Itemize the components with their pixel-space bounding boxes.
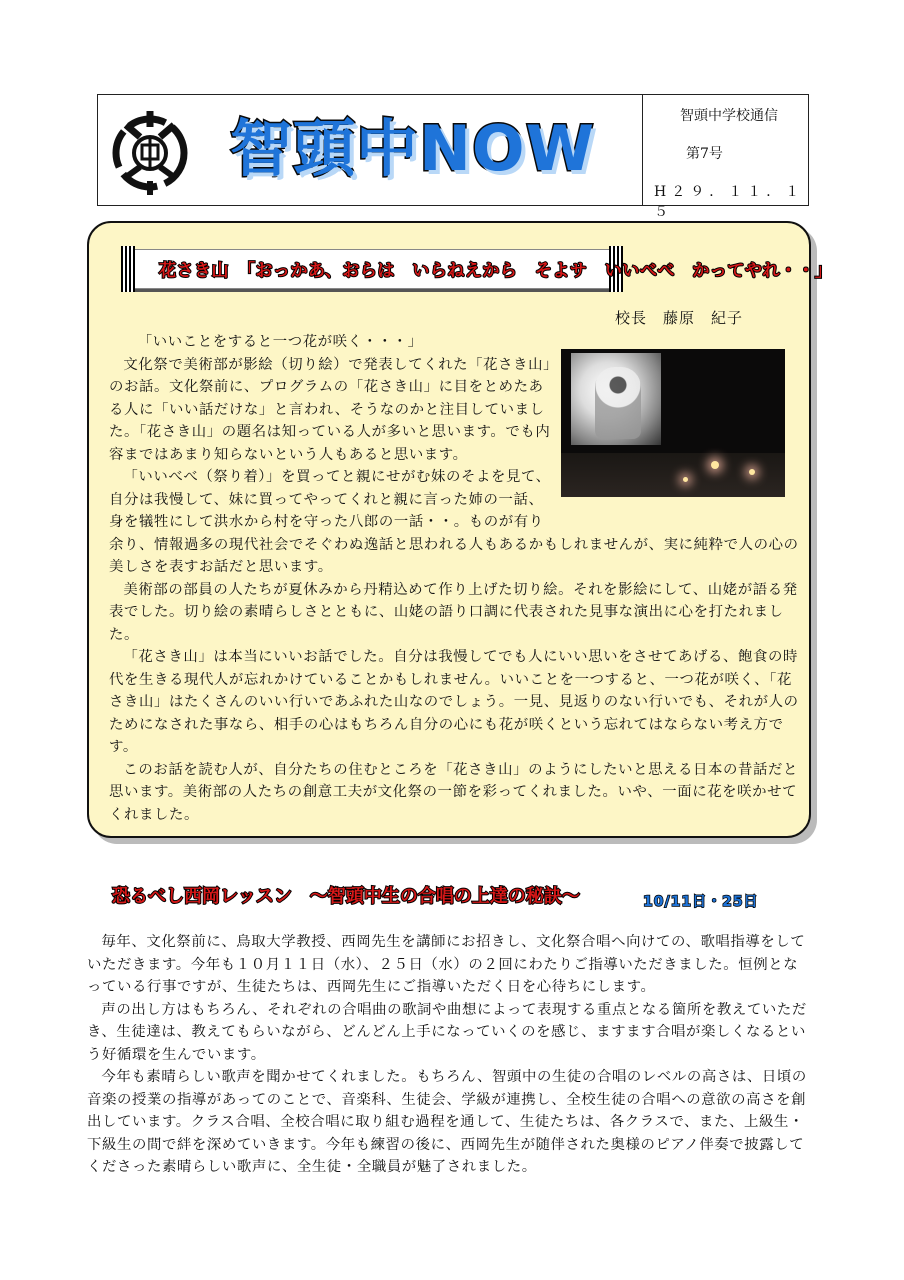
newsletter-header bbox=[97, 94, 809, 220]
feature-body bbox=[109, 331, 803, 826]
school-emblem-icon bbox=[106, 107, 194, 195]
feature-paragraph: 「いいことをすると一つ花が咲く・・・」 bbox=[137, 334, 423, 350]
lesson-body bbox=[87, 931, 807, 1179]
feature-paragraph: このお話を読む人が、自分たちの住むところを「花さき山」のようにしたいと思える日本の昔話だと思います。美術部の人たちの創意工夫が文化祭の一節を彩ってくれました。いや、一面に花を咲かせてくれました。 bbox=[109, 761, 798, 823]
issue-info bbox=[646, 95, 808, 220]
issue-date: H２９．１１．１５ bbox=[654, 184, 805, 220]
lesson-paragraph: 声の出し方はもちろん、それぞれの合唱曲の歌詞や曲想によって表現する重点となる箇所を教えていただき、生徒達は、教えてもらいながら、どんどん上手になっていくのを感じ、ますます合唱が楽しくなるという好循環を生んでいます。 bbox=[87, 1001, 807, 1063]
photo-spacer bbox=[555, 354, 803, 522]
lesson-title: 恐るべし西岡レッスン ～智頭中生の合唱の上達の秘訣～ bbox=[112, 886, 580, 907]
masthead-cell bbox=[98, 95, 643, 205]
feature-panel bbox=[87, 221, 833, 838]
banner-edge-left bbox=[121, 246, 135, 292]
feature-paragraph: 美術部の部員の人たちが夏休みから丹精込めて作り上げた切り絵。それを影絵にして、山姥が語る発表でした。切り絵の素晴らしさとともに、山姥の語り口調に代表された見事な演出に心を打たれました。 bbox=[109, 581, 798, 643]
issue-number: 第7号 bbox=[686, 146, 723, 162]
masthead-title: 智頭中NOW bbox=[230, 112, 595, 185]
lesson-paragraph: 今年も素晴らしい歌声を聞かせてくれました。もちろん、智頭中の生徒の合唱のレベルの高さは、日頃の音楽の授業の指導があってのことで、音楽科、生徒会、学級が連携し、全校生徒の合唱への意欲の高さを創出しています。クラス合唱、全校合唱に取り組む過程を通して、生徒たちは、各クラスで、また、上級生・下級生の間で絆を深めていきます。今年も練習の後に、西岡先生が随伴された奥様のピアノ伴奏で披露してくださった素晴らしい歌声に、全生徒・全職員が魅了されました。 bbox=[87, 1069, 807, 1175]
feature-paragraph: 「花さき山」は本当にいいお話でした。自分は我慢してでも人にいい思いをさせてあげる、飽食の時代を生きる現代人が忘れかけていることかもしれません。いいことを一つすると、一つ花が咲く、「花さき山」はたくさんのいい行いであふれた山なのでしょう。一見、見返りのない行いでも、それが人のためになされた事なら、相手の心はもちろん自分の心にも花が咲くという忘れてはならない考え方です。 bbox=[109, 649, 799, 755]
feature-title: 花さき山 「おっかあ、おらは いらねえから そよサ いいべべ かってやれ・・」 bbox=[159, 261, 833, 281]
feature-author: 校長 藤原 紀子 bbox=[615, 309, 744, 327]
lesson-dates: 10/11日・25日 bbox=[643, 894, 759, 910]
lesson-paragraph: 毎年、文化祭前に、鳥取大学教授、西岡先生を講師にお招きし、文化祭合唱へ向けての、歌唱指導をしていただきます。今年も１０月１１日（水）、２５日（水）の２回にわたりご指導いただきました。恒例となっている行事ですが、生徒たちは、西岡先生にご指導いただく日を心待ちにします。 bbox=[87, 934, 806, 995]
feature-paragraph: 文化祭で美術部が影絵（切り絵）で発表してくれた「花さき山」のお話。文化祭前に、プログラムの「花さき山」に目をとめたある人に「いい話だけな」と言われ、そうなのかと注目していました。「花さき山」の題名は知っている人が多いと思います。でも内容まではあまり知らないという人もあると思います。 bbox=[109, 356, 551, 463]
newsletter-name: 智頭中学校通信 bbox=[680, 108, 778, 124]
feature-banner bbox=[129, 249, 833, 289]
feature-paragraph: 「いいべべ（祭り着）」を買ってと親にせがむ妹のそよを見て、自分は我慢して、妹に買ってやってくれと親に言った姉の一話、身を犠牲にして洪水から村を守った八郎の一話・・。ものが有り余り、情報過多の現代社会でそぐわぬ逸話と思われる人もあるかもしれませんが、実に純粋で人の心の美しさを表すお話だと思います。 bbox=[109, 469, 799, 575]
